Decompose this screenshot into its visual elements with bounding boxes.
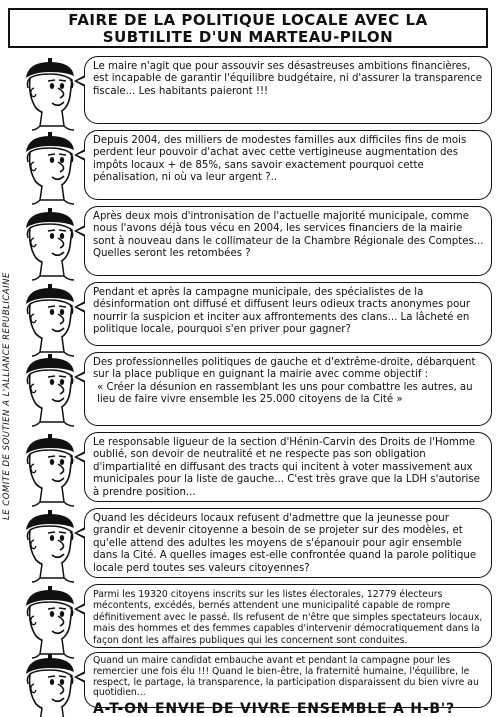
speech-bubble	[84, 432, 492, 502]
speech-bubble	[84, 56, 492, 124]
panel-6	[16, 432, 492, 502]
panel-3	[16, 206, 492, 276]
beret-man-face-icon	[16, 56, 82, 124]
beret-man-face-icon	[16, 652, 82, 708]
speech-bubble	[84, 508, 492, 578]
speech-bubble	[84, 584, 492, 648]
panel-text: Pendant et après la campagne municipale, des spécialistes de la désinformation ont diffusé et diffusent leurs odieux tracts anonymes pour nourrir la suspicion et inciter aux affrontements des clans... La lâcheté en politique locale, pourquoi s'en priver pour gagner?	[93, 287, 471, 336]
beret-man-face-icon	[16, 282, 82, 346]
panel-text: Le responsable ligueur de la section d'Hénin-Carvin des Droits de l'Homme oublié, son devoir de neutralité et ne respecte pas son obligation d'impartialité en diffusant des tracts qui incitent à voter massivement aux municipales pour la liste de gauche... C'est très grave que la LDH s'autorise à prendre position...	[93, 437, 480, 498]
panel-2	[16, 130, 492, 200]
title-line-2: SUBTILITE D'UN MARTEAU-PILON	[102, 28, 394, 46]
panel-quote: « Créer la désunion en rassemblant les uns pour combattre les autres, au lieu de faire vivre ensemble les 25.000 citoyens de la Cité »	[97, 381, 473, 406]
panel-text: Le maire n'agit que pour assouvir ses désastreuses ambitions financières, est incapable de garantir l'équilibre budgétaire, ni d'assurer la transparence fiscale... Les habitants paieront !!!	[93, 61, 482, 97]
panel-text: Quand les décideurs locaux refusent d'admettre que la jeunesse pour grandir et devenir citoyenne a besoin de se projeter sur des modèles, et qu'elle attend des adultes les moyens de s'épanouir pour agir ensemble dans la Cité. A quelles images est-elle confrontée quand la parole politique locale perd toutes ses valeurs citoyennes?	[93, 513, 477, 574]
speech-bubble	[84, 130, 492, 200]
closing-question: A-T-ON ENVIE DE VIVRE ENSEMBLE A H-B'?	[93, 701, 455, 717]
panel-text: Après deux mois d'intronisation de l'actuelle majorité municipale, comme nous l'avons déjà tous vécu en 2004, les services financiers de la mairie sont à nouveau dans le collimateur de la Chambre Régionale des Comptes... Quelles seront les retombées ?	[93, 211, 484, 260]
panel-8	[16, 584, 492, 648]
speech-bubble	[84, 282, 492, 346]
panel-4	[16, 282, 492, 346]
speech-bubble	[84, 652, 492, 717]
side-credit: LE COMITE DE SOUTIEN A L'ALLIANCE REPUBLICAINE	[2, 272, 12, 520]
title-line-1: FAIRE DE LA POLITIQUE LOCALE AVEC LA	[68, 11, 428, 29]
beret-man-face-icon	[16, 352, 82, 426]
panel-text: Quand un maire candidat embauche avant et pendant la campagne pour les remercier une fois élu !!! Quand le bien-être, la fraternité humaine, l'équilibre, le respect, le partage, la transparence, la participation disparaissent du bien vivre au quotidien...	[93, 655, 479, 699]
panel-1	[16, 56, 492, 124]
beret-man-face-icon	[16, 130, 82, 200]
panel-text: Des professionnelles politiques de gauche et d'extrême-droite, débarquent sur la place publique en guignant la mairie avec comme objectif :	[93, 357, 476, 381]
beret-man-face-icon	[16, 584, 82, 648]
speech-bubble	[84, 352, 492, 426]
speech-bubble	[84, 206, 492, 276]
beret-man-face-icon	[16, 432, 82, 502]
beret-man-face-icon	[16, 206, 82, 276]
page-title	[8, 8, 488, 48]
panel-7	[16, 508, 492, 578]
panel-text: Depuis 2004, des milliers de modestes familles aux difficiles fins de mois perdent leur pouvoir d'achat avec cette vertigineuse augmentation des impôts locaux + de 85%, sans savoir exactement pourquoi cette pénalisation, ni où va leur argent ?..	[93, 135, 467, 184]
panel-text: Parmi les 19320 citoyens inscrits sur les listes électorales, 12779 électeurs mécontents, excédés, bernés attendent une municipalité capable de rompre définitivement avec le passé. Ils refusent de n'être que simples spectateurs locaux, mais des hommes et des femmes capables d'intervenir démocratiquement dans la façon dont les affaires publiques qui les concernent sont conduites.	[93, 589, 483, 646]
panel-9	[16, 652, 492, 717]
panel-5	[16, 352, 492, 426]
beret-man-face-icon	[16, 508, 82, 578]
